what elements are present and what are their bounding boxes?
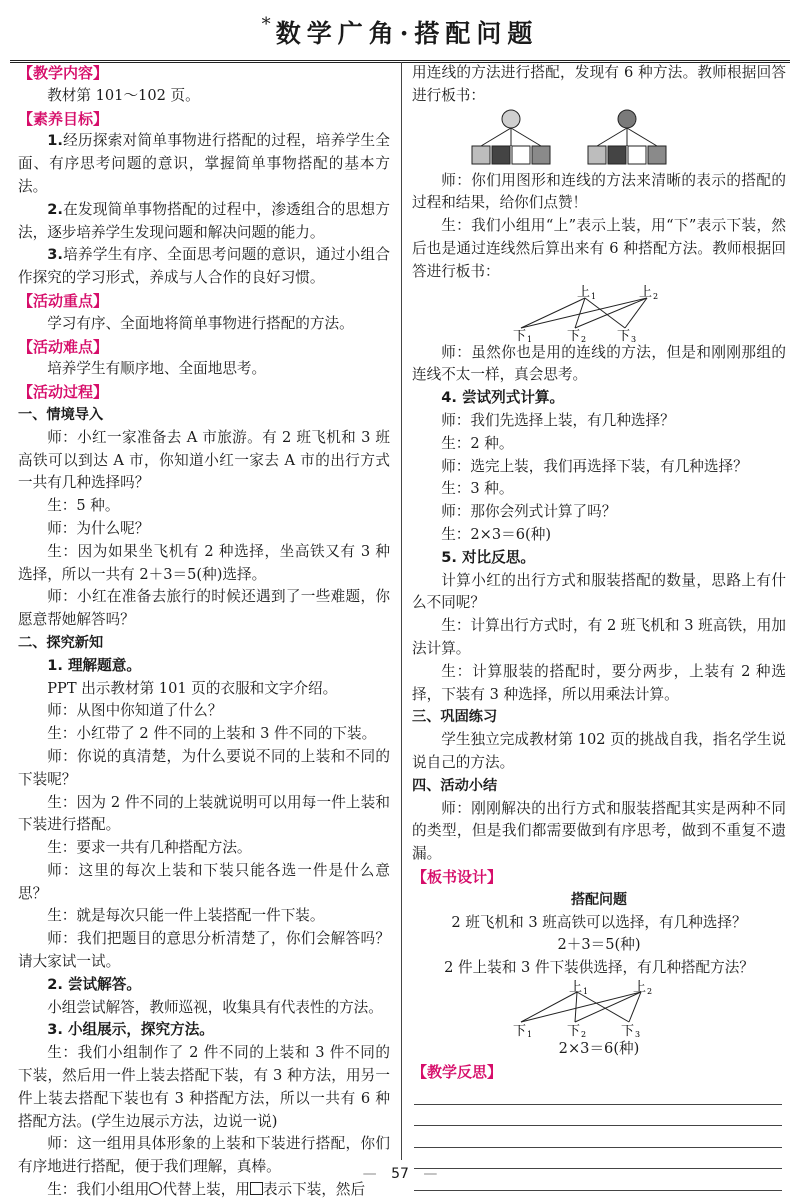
bottom-square-white [512,146,530,164]
writing-line [414,1083,782,1105]
paragraph: 生：小红带了 2 件不同的上装和 3 件不同的下装。 [47,725,377,743]
circle-icon [149,1182,162,1195]
match-line [521,992,577,1022]
match-line [521,992,641,1022]
goal-1 [18,130,390,198]
step-3-heading: 三、巩固练习 [412,709,498,726]
paragraph: 小组尝试解答，教师巡视，收集具有代表性的方法。 [47,998,383,1016]
bottom-label-sub: 2 [581,334,587,342]
match-lines [521,992,641,1022]
paragraph: 生：就是每次只能一件上装搭配一件下装。 [47,907,325,925]
top-label: 上 [569,979,583,995]
match-lines [521,298,647,328]
column-divider [401,62,402,1160]
link-line [481,128,511,146]
paragraph: 生：要求一共有几种搭配方法。 [47,839,252,857]
bottom-label: 下 [567,1023,581,1038]
square-icon [250,1182,263,1195]
paragraph: 生：我们小组用“上”表示上装，用“下”表示下装，然后也是通过连线然后算出来有 6 种搭配方法。教师根据回答进行板书： [412,217,786,280]
sub-heading: 3. 小组展示，探究方法。 [47,1021,214,1039]
top-label-sub: 2 [647,986,653,996]
top-label: 上 [577,284,591,300]
writing-line [414,1126,782,1148]
left-column [18,62,390,1202]
paragraph: 师：我们先选择上装，有几种选择？ [441,411,675,429]
bottom-label-sub: 3 [635,1029,641,1038]
tree-group-1 [472,110,550,164]
paragraph: 师：为什么呢？ [47,519,150,537]
paragraph: 生：3 种。 [441,480,514,498]
paragraph: 生：因为如果坐飞机有 2 种选择，坐高铁又有 3 种选择，所以一共有 2＋3＝5(种)选择。 [18,542,390,583]
link-line [627,128,657,146]
paragraph: 生：2 种。 [441,434,514,452]
sub-heading: 2. 尝试解答。 [47,975,141,993]
step-1-heading: 一、情境导入 [18,406,104,423]
paragraph [18,1179,390,1202]
match-line [585,298,625,328]
top-label-sub: 1 [591,291,597,301]
paragraph: 师：从图中你知道了什么？ [47,702,223,720]
tree-diagram-figure [449,108,749,170]
section-difficulty-heading: 【活动难点】 [18,337,109,356]
top-label: 上 [633,979,647,995]
sub-heading: 5. 对比反思。 [441,548,535,566]
key-text: 学习有序、全面地将简单事物进行搭配的方法。 [47,314,354,332]
paragraph: 生：计算出行方式时，有 2 班飞机和 3 班高铁，用加法计算。 [412,617,786,657]
bottom-label-sub: 3 [631,334,637,342]
top-label-sub: 1 [583,986,589,996]
sub-heading: 1. 理解题意。 [47,656,141,674]
paragraph: 生：5 种。 [47,497,120,515]
matching-diagram-1 [499,284,699,342]
paragraph: 师：那你会列式计算了吗？ [441,503,617,521]
paragraph: 师：小红在准备去旅行的时候还遇到了一些难题，你愿意帮她解答吗？ [18,588,390,629]
content-text: 教材第 101～102 页。 [47,86,200,104]
matching-diagram-2 [499,980,699,1038]
footer-dash: — [423,1166,438,1182]
section-reflection-heading: 【教学反思】 [412,1062,503,1081]
paragraph: 计算小红的出行方式和服装搭配的数量，思路上有什么不同呢？ [412,571,786,612]
board-line: 2 班飞机和 3 班高铁可以选择，有几种选择？ [451,913,747,931]
paragraph: 生：因为 2 件不同的上装就说明可以用每一件上装和下装进行搭配。 [18,793,390,834]
paragraph: PPT 出示教材第 101 页的衣服和文字介绍。 [47,679,338,697]
page-title: 数学广角·搭配问题 [275,19,539,48]
paragraph: 用连线的方法进行搭配，发现有 6 种方法。教师根据回答进行板书： [412,64,786,104]
goal-3-text: 培养学生有序、全面思考问题的意识，通过小组合作探究的学习形式，养成与人合作的良好习惯。 [18,246,390,287]
bottom-label-sub: 2 [581,1029,587,1038]
bottom-square-dark [608,146,626,164]
bottom-label-sub: 1 [527,1029,533,1038]
section-board-heading: 【板书设计】 [412,867,503,886]
bottom-label: 下 [621,1023,635,1038]
paragraph: 师：选完上装，我们再选择下装，有几种选择？ [441,457,748,475]
bottom-square-mid [532,146,550,164]
top-label: 上 [639,284,653,300]
goal-2-num: 2. [47,200,63,218]
paragraph: 学生独立完成教材第 102 页的挑战自我，指名学生说说自己的方法。 [412,731,786,771]
bottom-label-sub: 1 [527,334,533,342]
goal-3-num: 3. [47,246,63,264]
paragraph: 师：刚刚解决的出行方式和服装搭配其实是两种不同的类型，但是我们都需要做到有序思考，做到不重复不遗漏。 [412,799,786,863]
step-4-heading: 四、活动小结 [412,777,498,794]
link-line [511,128,541,146]
paragraph: 师：虽然你也是用的连线的方法，但是和刚刚那组的连线不太一样，真会思考。 [412,343,786,384]
match-line [521,298,585,328]
right-column [412,62,786,1191]
board-line: 2 件上装和 3 件下装供选择，有几种搭配方法？ [444,959,754,977]
top-circle-light [502,110,520,128]
section-content-heading: 【教学内容】 [18,64,109,82]
board-line: 2×3＝6(种) [558,1039,640,1057]
paragraph: 师：你说的真清楚，为什么要说不同的上装和不同的下装呢？ [18,747,390,788]
text-span: 代替上装，用 [162,1181,250,1199]
bottom-label: 下 [617,328,631,342]
goal-2 [18,199,390,245]
text-span: 生：我们小组用 [47,1181,150,1199]
bottom-square-light [472,146,490,164]
section-process-heading: 【活动过程】 [18,383,109,402]
goal-1-num: 1. [47,132,63,150]
header-star: * [261,14,271,35]
bottom-label: 下 [513,1023,527,1038]
tree-group-2 [588,110,666,164]
sub-heading: 4. 尝试列式计算。 [441,389,565,407]
goal-2-text: 在发现简单事物搭配的过程中，渗透组合的思想方法，逐步培养学生发现问题和解决问题的能力。 [18,200,390,241]
paragraph: 师：我们把题目的意思分析清楚了，你们会解答吗？请大家试一试。 [18,930,390,971]
paragraph: 师：小红一家准备去 A 市旅游。有 2 班飞机和 3 班高铁可以到达 A 市，你知道小红一家去 A 市的出行方式一共有几种选择吗？ [18,428,390,492]
board-title: 搭配问题 [571,891,627,908]
step-2-heading: 二、探究新知 [18,634,104,651]
difficulty-text: 培养学生有顺序地、全面地思考。 [47,360,267,378]
paragraph: 生：2×3＝6(种) [441,525,552,543]
goal-1-text: 经历探索对简单事物进行搭配的过程，培养学生全面、有序思考问题的意识，掌握简单事物搭配的基本方法。 [18,132,390,195]
section-key-heading: 【活动重点】 [18,291,109,310]
paragraph: 生：计算服装的搭配时，要分两步，上装有 2 种选择，下装有 3 种选择，所以用乘法计算。 [412,662,786,703]
paragraph: 师：这里的每次上装和下装只能各选一件是什么意思？ [18,861,390,902]
bottom-square-white [628,146,646,164]
paragraph: 师：这一组用具体形象的上装和下装进行搭配，你们有序地进行搭配，便于我们理解，真棒。 [18,1135,390,1176]
board-line: 2＋3＝5(种) [557,936,641,954]
page-number: 57 [391,1166,409,1182]
section-goals-heading: 【素养目标】 [18,109,109,128]
bottom-label: 下 [567,328,581,342]
page-header [0,14,800,54]
paragraph: 生：我们小组制作了 2 件不同的上装和 3 件不同的下装，然后用一件上装去搭配下装，有 3 种方法，用另一件上装去搭配下装也有 3 种搭配方法，所以一共有 6 种搭配方法。(学生边展示方法，边说一说) [18,1044,390,1130]
top-circle-dark [618,110,636,128]
paragraph: 师：你们用图形和连线的方法来清晰的表示的搭配的过程和结果，给你们点赞！ [412,171,786,212]
goal-3 [18,244,390,290]
bottom-label: 下 [513,328,527,342]
bottom-square-dark [492,146,510,164]
bottom-square-mid [648,146,666,164]
page-footer [0,1166,800,1182]
text-span: 表示下装，然后 [262,1181,366,1199]
bottom-square-light [588,146,606,164]
link-line [597,128,627,146]
writing-line [414,1105,782,1127]
footer-dash: — [362,1166,377,1182]
match-line [575,992,577,1022]
top-label-sub: 2 [653,291,659,301]
